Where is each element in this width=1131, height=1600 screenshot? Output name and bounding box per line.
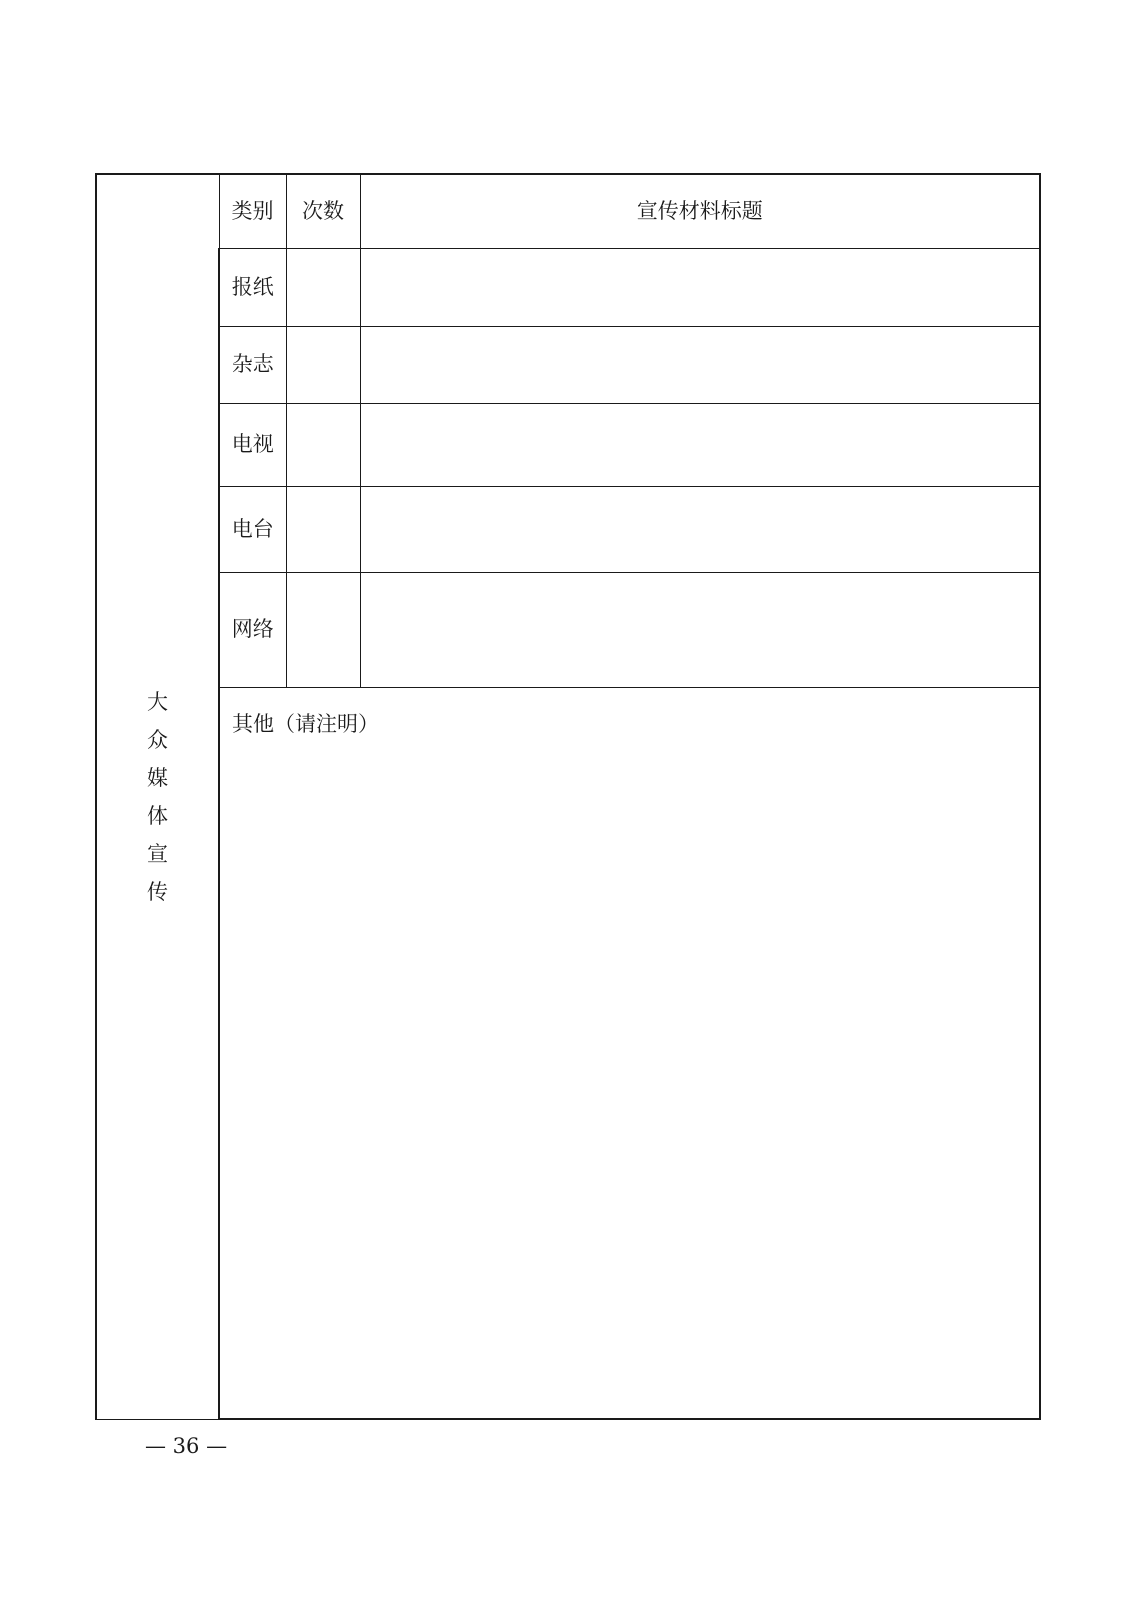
count-field[interactable] — [286, 572, 360, 687]
header-row — [96, 174, 1040, 248]
title-field[interactable] — [360, 403, 1040, 486]
table-row — [96, 572, 1040, 687]
media-publicity-form — [95, 173, 1041, 1420]
category-cell: 电视 — [219, 403, 286, 486]
header-title: 宣传材料标题 — [360, 174, 1040, 248]
other-label: 其他（请注明） — [232, 711, 379, 736]
table-row — [96, 326, 1040, 403]
count-field[interactable] — [286, 326, 360, 403]
table-row — [96, 403, 1040, 486]
section-label: 大众媒体宣传 — [147, 689, 168, 904]
other-field[interactable] — [219, 687, 1040, 1419]
section-label-cell — [96, 174, 219, 1419]
category-cell: 网络 — [219, 572, 286, 687]
page-number: — 36 — — [145, 1434, 228, 1458]
title-field[interactable] — [360, 326, 1040, 403]
count-field[interactable] — [286, 403, 360, 486]
title-field[interactable] — [360, 572, 1040, 687]
title-field[interactable] — [360, 486, 1040, 572]
title-field[interactable] — [360, 248, 1040, 326]
count-field[interactable] — [286, 248, 360, 326]
category-cell: 报纸 — [219, 248, 286, 326]
header-count: 次数 — [286, 174, 360, 248]
category-cell: 杂志 — [219, 326, 286, 403]
category-cell: 电台 — [219, 486, 286, 572]
header-category: 类别 — [219, 174, 286, 248]
table-row — [96, 248, 1040, 326]
other-row — [96, 687, 1040, 1419]
count-field[interactable] — [286, 486, 360, 572]
table-row — [96, 486, 1040, 572]
